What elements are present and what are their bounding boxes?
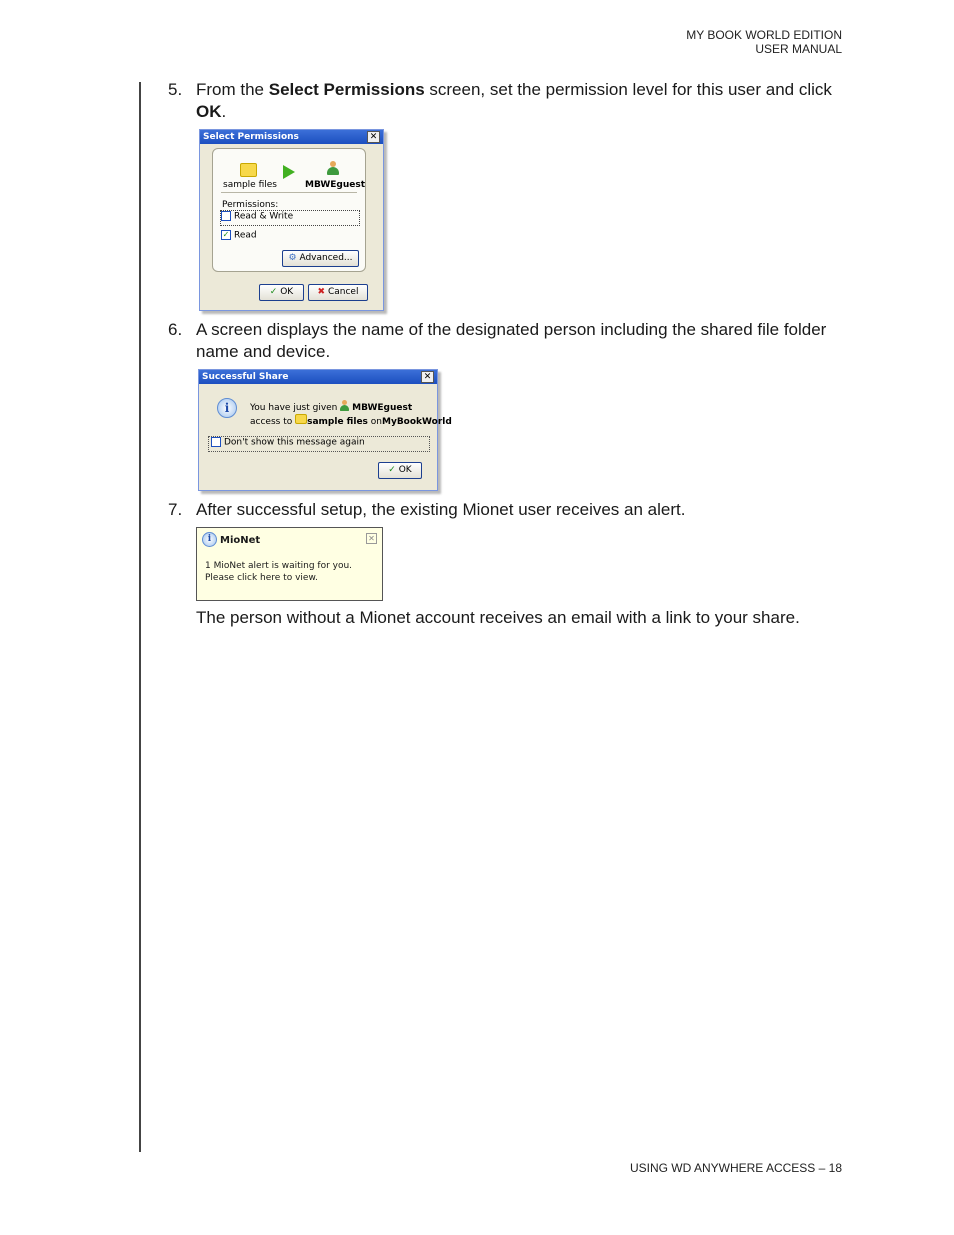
folder-label: sample files [223,180,277,190]
permissions-panel [212,148,366,272]
page-header [686,28,842,56]
read-checkbox[interactable]: ✓ [222,230,230,239]
dialog-title: Select Permissions [203,132,299,142]
info-icon: i [217,398,237,418]
step-text [196,79,836,123]
dialog-titlebar [200,130,383,144]
header-line-2: USER MANUAL [755,42,842,56]
dont-show-label: Don't show this message again [224,437,365,448]
share-message-line-1 [250,400,412,413]
checkmark-icon: ✓ [388,465,396,475]
read-write-checkbox[interactable] [221,211,231,221]
step-number: 7. [168,500,183,519]
share-user: MBWEguest [352,403,413,413]
divider [221,192,357,193]
permissions-label: Permissions: [222,200,279,210]
step-number: 5. [168,80,183,99]
step-text-part: From the [196,80,269,99]
page-footer: USING WD ANYWHERE ACCESS – 18 [629,1161,842,1175]
user-icon [340,400,349,411]
cancel-button[interactable] [308,284,368,301]
successful-share-dialog [198,369,452,491]
info-icon: i [202,532,217,547]
dont-show-checkbox[interactable] [211,437,221,447]
arrow-right-icon [283,165,295,179]
step-text-part: screen, set the permission level for this user and click [424,80,832,99]
ok-button[interactable] [378,462,422,479]
option-read-write-label: Read & Write [234,211,294,222]
dont-show-option[interactable] [208,436,430,452]
close-icon[interactable]: ✕ [366,533,377,544]
step-text: A screen displays the name of the designated person including the shared file folder name and device. [196,320,827,361]
folder-icon [240,163,257,177]
checkmark-icon: ✓ [269,287,278,297]
user-label: MBWEguest [305,180,366,190]
message-text: on [370,417,382,427]
left-margin-rule [139,82,141,1152]
cancel-x-icon: ✖ [317,287,326,297]
closing-paragraph: The person without a Mionet account receives an email with a link to your share. [196,608,800,627]
message-text: access to [250,417,293,427]
option-read[interactable] [221,230,257,241]
close-button[interactable]: ✕ [367,131,380,143]
dialog-titlebar [199,370,437,384]
ok-button-label: OK [280,287,294,297]
ok-button[interactable] [259,284,304,301]
share-message-line-2 [250,414,452,427]
option-read-write[interactable] [220,210,360,226]
option-read-label: Read [234,230,257,241]
ok-button-label: OK [398,465,412,475]
share-device: MyBookWorld [382,417,452,427]
gear-icon: ⚙ [288,253,297,263]
advanced-button[interactable] [282,250,359,267]
dialog-title: Successful Share [202,372,289,382]
advanced-button-label: Advanced... [299,253,353,263]
step-text-bold: Select Permissions [268,80,425,99]
header-line-1: MY BOOK WORLD EDITION [686,28,842,42]
message-text: You have just given [250,403,338,413]
step-text: After successful setup, the existing Mionet user receives an alert. [196,500,686,519]
step-text-part: . [221,102,227,121]
alert-line-2[interactable]: Please click here to view. [205,573,318,583]
share-folder: sample files [307,417,368,427]
select-permissions-dialog [199,129,384,311]
alert-title: MioNet [220,535,261,546]
mionet-alert[interactable] [196,527,383,601]
close-button[interactable]: ✕ [421,371,434,383]
step-number: 6. [168,320,183,339]
cancel-button-label: Cancel [327,287,359,297]
user-icon [327,161,339,177]
alert-line-1: 1 MioNet alert is waiting for you. [205,561,353,571]
step-text-bold: OK [196,102,222,121]
folder-icon [295,414,307,424]
